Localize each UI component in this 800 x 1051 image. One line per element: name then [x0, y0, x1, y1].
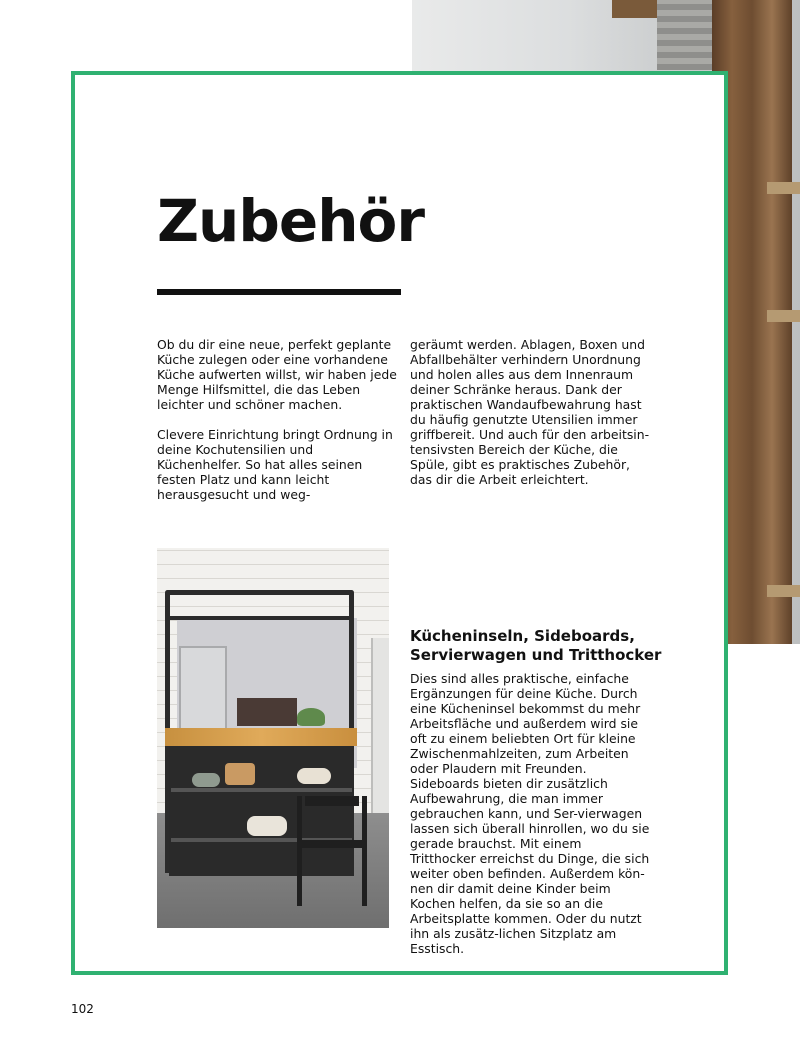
- stone-wall: [657, 0, 717, 70]
- intro-paragraph: Clevere Einrichtung bringt Ordnung in deine Kochutensilien und Küchenhelfer. So hat alles seinen festen Platz und kann leicht herausgesucht und weg-: [157, 427, 393, 502]
- wooden-countertop: [165, 728, 357, 746]
- intro-paragraph: Ob du dir eine neue, perfekt geplante Küche zulegen oder eine vorhandene Küche aufwerten willst, wir haben jede Menge Hilfsmittel, die das Leben leichter und schöner machen.: [157, 337, 397, 412]
- sideboard: [237, 698, 297, 726]
- step-stool-step: [297, 840, 367, 848]
- rack-shelf: [167, 616, 352, 620]
- wall-shelf: [767, 182, 800, 194]
- plant: [297, 708, 325, 726]
- bowl: [192, 773, 220, 787]
- intro-paragraph: geräumt werden. Ablagen, Boxen und Abfallbehälter verhindern Unordnung und holen alles aus dem Innenraum deiner Schränke heraus. Dank der praktischen Wandaufbewahrung hast du häufig genutzte Utensilien immer griffbereit. Und auch für den arbeitsin-tensivsten Bereich der Küche, die Spüle, gibt es praktisches Zubehör, das dir die Arbeit erleichtert.: [410, 337, 650, 487]
- page-title: Zubehör: [157, 187, 424, 255]
- step-stool-top: [305, 796, 359, 806]
- page-number: 102: [71, 1002, 94, 1016]
- dish: [297, 768, 331, 784]
- pot: [247, 816, 287, 836]
- wall-shelf: [767, 585, 800, 597]
- glass-door: [179, 646, 227, 736]
- section-paragraph: Dies sind alles praktische, einfache Ergänzungen für deine Küche. Durch eine Kücheninsel bekommst du mehr Arbeitsfläche und außerdem wird sie oft zu einem beliebten Ort für kleine Zwischenmahlzeiten, zum Arbeiten oder Plaudern mit Freunden. Sideboards bieten dir zusätzlich Aufbewahrung, die man immer gebrauchen kann, und Ser-vierwagen lassen sich überall hinrollen, wo du sie gerade brauchst. Mit einem Tritthocker erreichst du Dinge, die sich weiter oben befinden. Außerdem kön-nen dir damit deine Kinder beim Kochen helfen, da sie so an die Arbeitsplatte kommen. Oder du nutzt ihn als zusätz-lichen Sitzplatz am Esstisch.: [410, 671, 650, 956]
- kitchen-island-photo: [157, 548, 389, 928]
- intro-column-left: [157, 337, 397, 502]
- intro-column-right: [410, 337, 650, 487]
- step-stool-leg: [362, 796, 367, 906]
- island-frame: [169, 746, 354, 876]
- section-body: [410, 671, 650, 956]
- title-underline: [157, 289, 401, 295]
- section-heading: Kücheninseln, Sideboards, Servierwagen und Tritthocker: [410, 627, 662, 664]
- wall-shelf: [767, 310, 800, 322]
- step-stool-leg: [297, 796, 302, 906]
- island-shelf: [171, 788, 352, 792]
- basket: [225, 763, 255, 785]
- rack-top-bar: [165, 590, 354, 595]
